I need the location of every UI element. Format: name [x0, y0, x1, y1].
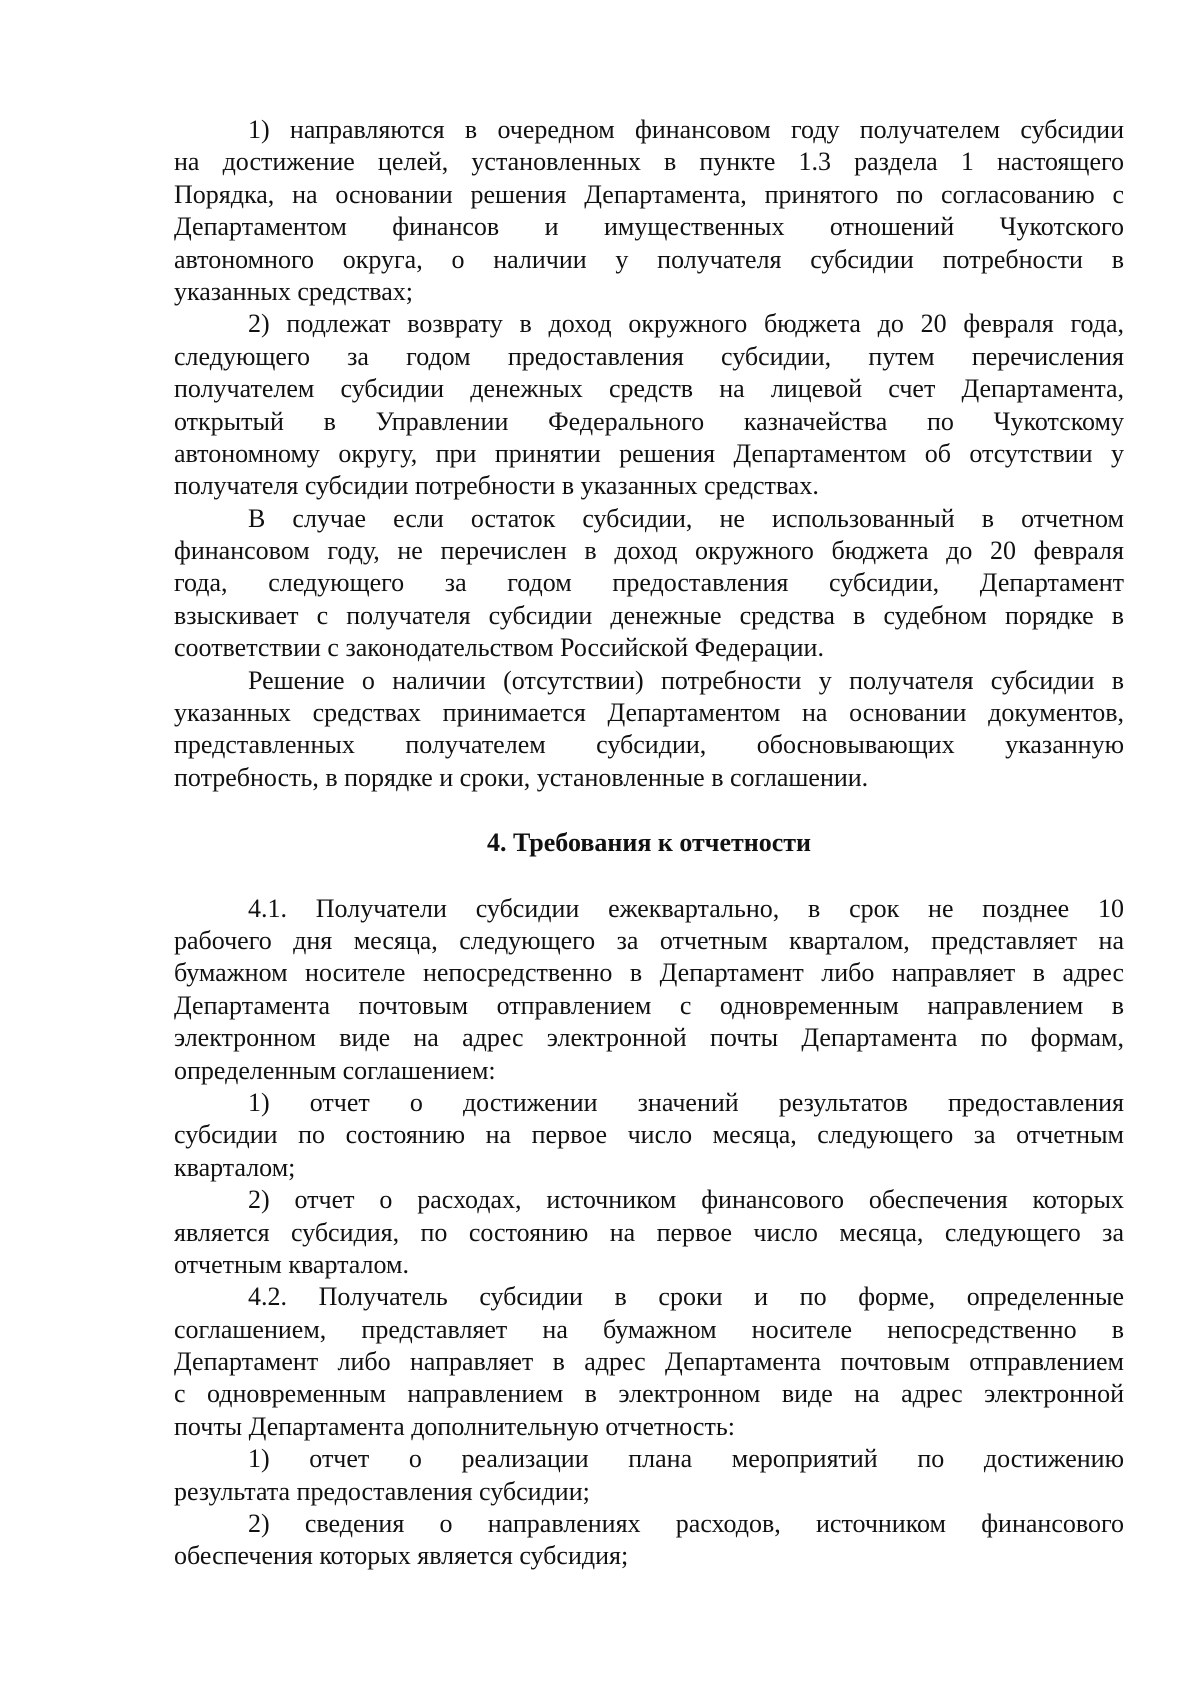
text-line: бумажном носителе непосредственно в Департамент либо направляет в адрес — [174, 958, 1124, 988]
text-line: указанных средствах; — [174, 276, 413, 306]
text-line: 2) сведения о направлениях расходов, источником финансового — [248, 1509, 1124, 1539]
text-line: 2) подлежат возврату в доход окружного бюджета до 20 февраля года, — [248, 309, 1124, 339]
text-line: Порядка, на основании решения Департамента, принятого по согласованию с — [174, 179, 1124, 209]
text-line: года, следующего за годом предоставления субсидии, Департамент — [174, 568, 1124, 598]
text-line: субсидии по состоянию на первое число месяца, следующего за отчетным — [174, 1120, 1124, 1150]
text-line: рабочего дня месяца, следующего за отчетным кварталом, представляет на — [174, 925, 1124, 955]
section-4-heading: 4. Требования к отчетности — [486, 828, 812, 858]
text-line: определенным соглашением: — [174, 1055, 496, 1085]
text-line: кварталом; — [174, 1152, 296, 1182]
text-line: соответствии с законодательством Российской Федерации. — [174, 633, 824, 663]
text-line: отчетным кварталом. — [174, 1249, 409, 1279]
text-line: 4.2. Получатель субсидии в сроки и по форме, определенные — [248, 1282, 1124, 1312]
text-line: потребность, в порядке и сроки, установленные в соглашении. — [174, 762, 869, 792]
text-line: открытый в Управлении Федерального казначейства по Чукотскому — [174, 406, 1124, 436]
text-line: 2) отчет о расходах, источником финансового обеспечения которых — [248, 1185, 1124, 1215]
item-2-refund — [174, 308, 1124, 502]
item-1-directed — [174, 114, 1124, 308]
text-line: с одновременным направлением в электронном виде на адрес электронной — [174, 1379, 1124, 1409]
text-line: является субсидия, по состоянию на первое число месяца, следующего за — [174, 1217, 1124, 1247]
text-line: обеспечения которых является субсидия; — [174, 1541, 629, 1571]
text-line: получателя субсидии потребности в указанных средствах. — [174, 471, 819, 501]
clause-4-1-item-1 — [174, 1087, 1124, 1184]
text-line: представленных получателем субсидии, обосновывающих указанную — [174, 730, 1124, 760]
paragraph-recovery — [174, 503, 1124, 665]
text-line: 4.1. Получатели субсидии ежеквартально, в срок не позднее 10 — [248, 893, 1124, 923]
text-line: 1) направляются в очередном финансовом году получателем субсидии — [248, 115, 1124, 144]
text-line: Департамента почтовым отправлением с одновременным направлением в — [174, 990, 1124, 1020]
text-line: соглашением, представляет на бумажном носителе непосредственно в — [174, 1314, 1124, 1344]
clause-4-1 — [174, 893, 1124, 1087]
text-line: почты Департамента дополнительную отчетность: — [174, 1411, 735, 1441]
text-line: на достижение целей, установленных в пункте 1.3 раздела 1 настоящего — [174, 147, 1124, 177]
clause-4-2-item-1 — [174, 1443, 1124, 1508]
text-line: автономному округу, при принятии решения Департаментом об отсутствии у — [174, 438, 1124, 468]
text-line: автономного округа, о наличии у получателя субсидии потребности в — [174, 244, 1124, 274]
text-line: В случае если остаток субсидии, не использованный в отчетном — [248, 503, 1124, 533]
text-line: следующего за годом предоставления субсидии, путем перечисления — [174, 341, 1124, 371]
text-line: финансовом году, не перечислен в доход окружного бюджета до 20 февраля — [174, 536, 1124, 566]
text-line: 1) отчет о реализации плана мероприятий по достижению — [248, 1444, 1124, 1474]
text-line: получателем субсидии денежных средств на лицевой счет Департамента, — [174, 374, 1124, 404]
clause-4-2 — [174, 1281, 1124, 1443]
clause-4-1-item-2 — [174, 1184, 1124, 1281]
paragraph-decision — [174, 665, 1124, 795]
document-body — [174, 114, 1124, 1573]
text-line: 1) отчет о достижении значений результатов предоставления — [248, 1087, 1124, 1117]
text-line: Департамент либо направляет в адрес Департамента почтовым отправлением — [174, 1347, 1124, 1377]
text-line: Решение о наличии (отсутствии) потребности у получателя субсидии в — [248, 665, 1124, 695]
clause-4-2-item-2 — [174, 1508, 1124, 1573]
text-line: Департаментом финансов и имущественных отношений Чукотского — [174, 212, 1124, 242]
text-line: результата предоставления субсидии; — [174, 1476, 590, 1506]
text-line: указанных средствах принимается Департаментом на основании документов, — [174, 698, 1124, 728]
text-line: электронном виде на адрес электронной почты Департамента по формам, — [174, 1023, 1124, 1053]
text-line: взыскивает с получателя субсидии денежные средства в судебном порядке в — [174, 600, 1124, 630]
